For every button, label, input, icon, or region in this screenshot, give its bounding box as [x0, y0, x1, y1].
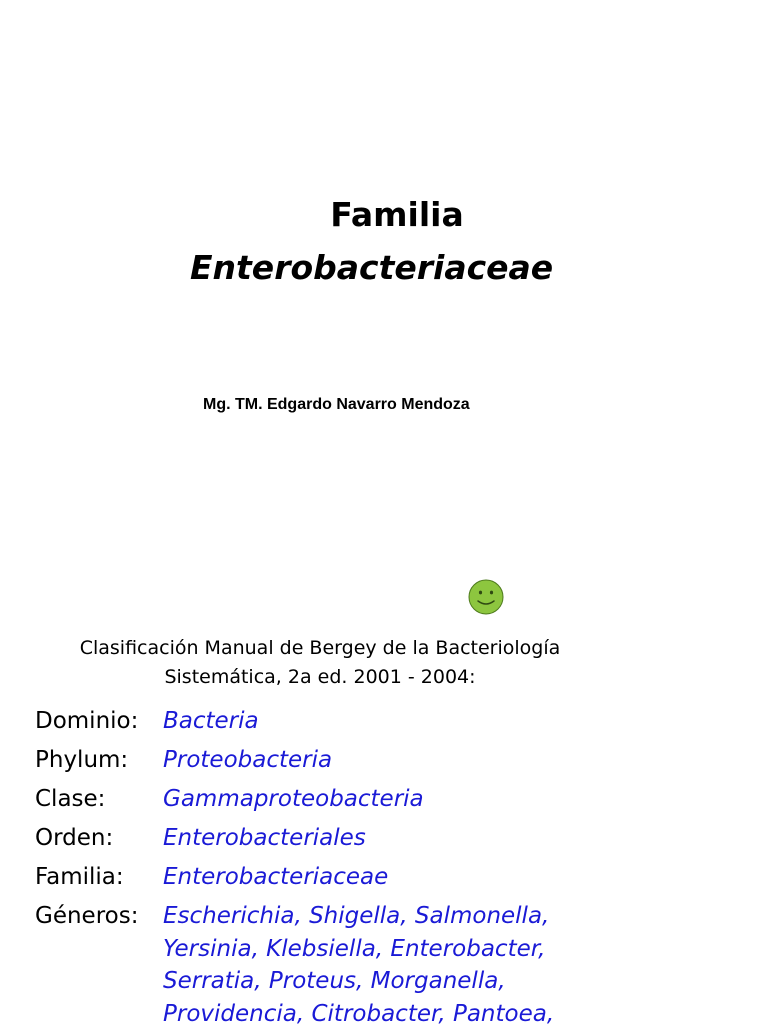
taxonomy-row-familia — [35, 858, 755, 897]
genera-line: Yersinia, Klebsiella, Enterobacter, — [163, 935, 546, 962]
author-name: Mg. TM. Edgardo Navarro Mendoza — [203, 396, 470, 413]
taxonomy-label: Clase: — [35, 786, 106, 812]
taxonomy-list — [35, 702, 755, 1024]
taxonomy-row-orden — [35, 819, 755, 858]
taxonomy-label: Phylum: — [35, 747, 129, 773]
title-familia: Familia — [330, 195, 464, 234]
taxonomy-value: Bacteria — [163, 708, 259, 734]
genera-line: Providencia, Citrobacter, Pantoea, — [163, 1000, 555, 1024]
genera-line: Serratia, Proteus, Morganella, — [163, 968, 506, 994]
taxonomy-label: Familia: — [35, 864, 124, 890]
intro-line-2: Sistemática, 2a ed. 2001 - 2004: — [164, 666, 476, 688]
genera-line: Escherichia, Shigella, Salmonella, — [163, 903, 550, 929]
taxonomy-row-generos — [35, 897, 755, 1024]
smiley-face-icon — [468, 579, 504, 615]
taxonomy-label: Dominio: — [35, 708, 139, 734]
intro-line-1: Clasificación Manual de Bergey de la Bacteriología — [79, 637, 561, 659]
taxonomy-row-clase — [35, 780, 755, 819]
taxonomy-label: Orden: — [35, 825, 114, 851]
taxonomy-value: Proteobacteria — [163, 747, 333, 773]
taxonomy-label: Géneros: — [35, 903, 139, 929]
taxonomy-row-dominio — [35, 702, 755, 741]
taxonomy-value: Enterobacteriales — [163, 825, 366, 851]
taxonomy-value: Enterobacteriaceae — [163, 864, 389, 890]
taxonomy-row-phylum — [35, 741, 755, 780]
title-enterobacteriaceae: Enterobacteriaceae — [190, 248, 554, 287]
taxonomy-value: Gammaproteobacteria — [163, 786, 424, 812]
classification-intro — [0, 634, 640, 692]
genera-list — [163, 897, 755, 1024]
